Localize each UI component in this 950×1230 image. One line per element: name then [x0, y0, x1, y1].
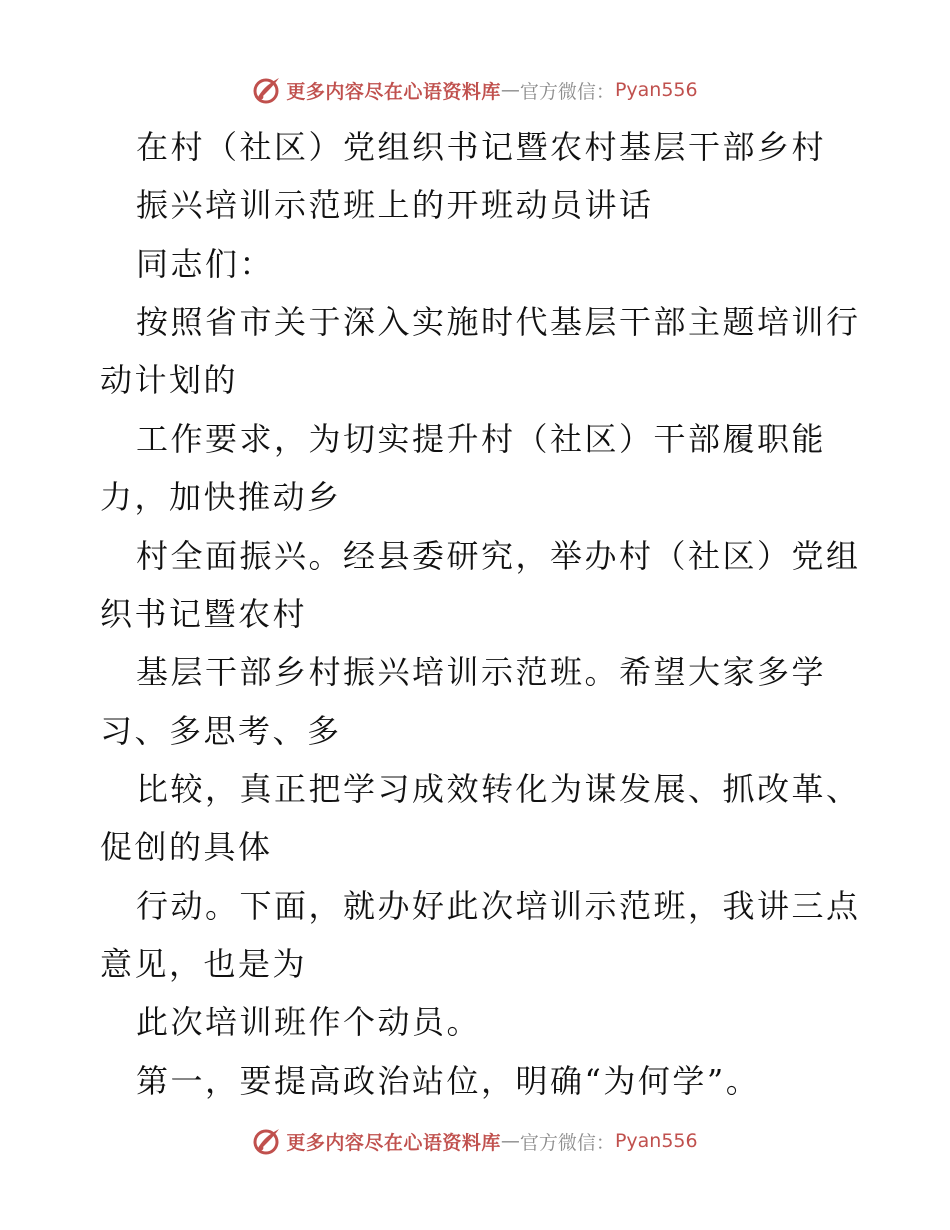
- salutation: 同志们：: [136, 245, 275, 283]
- paragraph-line: 基层干部乡村振兴培训示范班。希望大家多学: [136, 653, 827, 691]
- document-title-line-2: 振兴培训示范班上的开班动员讲话: [136, 186, 654, 224]
- paragraph-line: 村全面振兴。经县委研究，举办村（社区）党组: [136, 537, 861, 575]
- paragraph-line: 行动。下面，就办好此次培训示范班，我讲三点: [136, 887, 861, 925]
- paragraph-line: 比较，真正把学习成效转化为谋发展、抓改革、: [136, 770, 861, 808]
- section-heading: 第一，要提高政治站位，明确“为何学”。: [136, 1062, 761, 1100]
- paragraph-line: 动计划的: [100, 361, 239, 399]
- paragraph-line: 工作要求，为切实提升村（社区）干部履职能: [136, 420, 827, 458]
- watermark-wechat-id: Pyan556: [614, 79, 698, 101]
- watermark-wechat-id: Pyan556: [614, 1130, 698, 1152]
- paragraph-line: 习、多思考、多: [100, 712, 342, 750]
- watermark-wechat-label: 官方微信：: [519, 80, 615, 103]
- paragraph-line: 织书记暨农村: [100, 595, 308, 633]
- paragraph-line: 促创的具体: [100, 828, 273, 866]
- paragraph-line: 此次培训班作个动员。: [136, 1003, 482, 1041]
- footer-watermark: [0, 1124, 950, 1158]
- watermark-text: 更多内容尽在心语资料库: [286, 80, 501, 103]
- watermark-wechat-label: 官方微信：: [519, 1131, 615, 1154]
- watermark-separator: —: [500, 79, 520, 101]
- brush-logo-icon: [252, 1126, 282, 1156]
- paragraph-line: 意见，也是为: [100, 945, 308, 983]
- paragraph-line: 按照省市关于深入实施时代基层干部主题培训行: [136, 303, 861, 341]
- document-title-line-1: 在村（社区）党组织书记暨农村基层干部乡村: [136, 128, 827, 166]
- paragraph-line: 力，加快推动乡: [100, 478, 342, 516]
- watermark-separator: —: [500, 1130, 520, 1152]
- watermark-text: 更多内容尽在心语资料库: [286, 1131, 501, 1154]
